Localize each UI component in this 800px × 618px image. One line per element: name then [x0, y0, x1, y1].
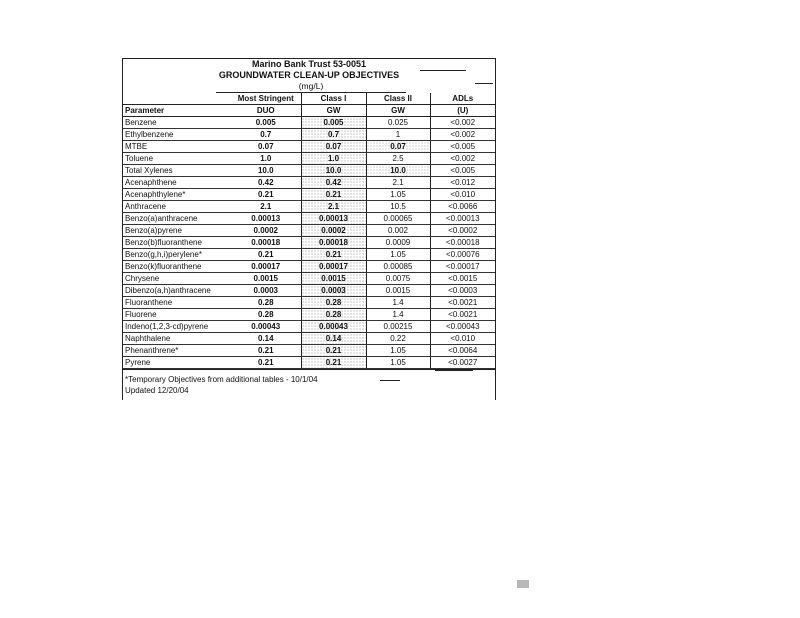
- table-row: [123, 297, 495, 309]
- column-header-gw1-top: Class I: [301, 93, 366, 105]
- objectives-table: [123, 93, 495, 369]
- table-row: [123, 189, 495, 201]
- adl-cell: <0.012: [430, 177, 495, 189]
- parameter-cell: Indeno(1,2,3-cd)pyrene: [123, 321, 231, 333]
- parameter-cell: Benzo(b)fluoranthene: [123, 237, 231, 249]
- class1-gw-cell: 1.0: [301, 153, 366, 165]
- class2-gw-cell: 0.00085: [366, 261, 430, 273]
- table-row: [123, 201, 495, 213]
- class1-gw-cell: 0.21: [301, 189, 366, 201]
- class2-gw-cell: 0.00215: [366, 321, 430, 333]
- duo-cell: 0.00017: [231, 261, 301, 273]
- class1-gw-cell: 0.00013: [301, 213, 366, 225]
- adl-cell: <0.010: [430, 189, 495, 201]
- column-header-gw2: GW: [366, 105, 430, 117]
- parameter-cell: Total Xylenes: [123, 165, 231, 177]
- class2-gw-cell: 0.00065: [366, 213, 430, 225]
- parameter-cell: Anthracene: [123, 201, 231, 213]
- class2-gw-cell: 0.22: [366, 333, 430, 345]
- scan-line: [380, 380, 400, 381]
- column-header-adl-top: ADLs: [430, 93, 495, 105]
- duo-cell: 0.14: [231, 333, 301, 345]
- class1-gw-cell: 0.7: [301, 129, 366, 141]
- class2-gw-cell: 0.002: [366, 225, 430, 237]
- class1-gw-cell: 0.0015: [301, 273, 366, 285]
- class2-gw-cell: 2.1: [366, 177, 430, 189]
- class2-gw-cell: 1.4: [366, 297, 430, 309]
- table-row: [123, 225, 495, 237]
- duo-cell: 0.0003: [231, 285, 301, 297]
- class1-gw-cell: 0.00017: [301, 261, 366, 273]
- class1-gw-cell: 0.28: [301, 309, 366, 321]
- column-header-duo-top: Most Stringent: [231, 93, 301, 105]
- duo-cell: 0.21: [231, 357, 301, 369]
- table-body: [123, 117, 495, 369]
- parameter-cell: Benzo(k)fluoranthene: [123, 261, 231, 273]
- table-row: [123, 153, 495, 165]
- class1-gw-cell: 0.07: [301, 141, 366, 153]
- groundwater-objectives-sheet: [122, 58, 496, 400]
- class1-gw-cell: 0.00043: [301, 321, 366, 333]
- adl-cell: <0.00017: [430, 261, 495, 273]
- scan-line: [475, 83, 493, 84]
- column-header-gw1: GW: [301, 105, 366, 117]
- adl-cell: <0.0066: [430, 201, 495, 213]
- duo-cell: 0.0002: [231, 225, 301, 237]
- class1-gw-cell: 10.0: [301, 165, 366, 177]
- parameter-cell: Fluoranthene: [123, 297, 231, 309]
- duo-cell: 0.21: [231, 345, 301, 357]
- adl-cell: <0.00013: [430, 213, 495, 225]
- class1-gw-cell: 2.1: [301, 201, 366, 213]
- table-row: [123, 165, 495, 177]
- parameter-cell: Pyrene: [123, 357, 231, 369]
- parameter-cell: Fluorene: [123, 309, 231, 321]
- class2-gw-cell: 1.05: [366, 189, 430, 201]
- column-header-gw2-top: Class II: [366, 93, 430, 105]
- class2-gw-cell: 1.05: [366, 345, 430, 357]
- class1-gw-cell: 0.28: [301, 297, 366, 309]
- footer: [123, 369, 495, 400]
- adl-cell: <0.0002: [430, 225, 495, 237]
- parameter-cell: Naphthalene: [123, 333, 231, 345]
- adl-cell: <0.0064: [430, 345, 495, 357]
- column-header-parameter: Parameter: [123, 105, 231, 117]
- adl-cell: <0.002: [430, 117, 495, 129]
- class2-gw-cell: 2.5: [366, 153, 430, 165]
- table-row: [123, 129, 495, 141]
- parameter-cell: Benzo(a)pyrene: [123, 225, 231, 237]
- duo-cell: 0.07: [231, 141, 301, 153]
- adl-cell: <0.0027: [430, 357, 495, 369]
- column-header-duo: DUO: [231, 105, 301, 117]
- class1-gw-cell: 0.14: [301, 333, 366, 345]
- table-row: [123, 321, 495, 333]
- class2-gw-cell: 0.0075: [366, 273, 430, 285]
- class2-gw-cell: 1.4: [366, 309, 430, 321]
- duo-cell: 0.21: [231, 249, 301, 261]
- adl-cell: <0.005: [430, 165, 495, 177]
- duo-cell: 0.0015: [231, 273, 301, 285]
- table-row: [123, 345, 495, 357]
- class2-gw-cell: 1: [366, 129, 430, 141]
- class1-gw-cell: 0.0002: [301, 225, 366, 237]
- column-header-blank: [123, 93, 231, 105]
- duo-cell: 0.00013: [231, 213, 301, 225]
- adl-cell: <0.00076: [430, 249, 495, 261]
- duo-cell: 0.00018: [231, 237, 301, 249]
- document-title: Marino Bank Trust 53-0051: [251, 59, 367, 69]
- scan-smudge: [517, 580, 529, 588]
- parameter-cell: Phenanthrene*: [123, 345, 231, 357]
- class2-gw-cell: 1.05: [366, 357, 430, 369]
- class1-gw-cell: 0.005: [301, 117, 366, 129]
- adl-cell: <0.0015: [430, 273, 495, 285]
- table-row: [123, 309, 495, 321]
- parameter-cell: Acenaphthylene*: [123, 189, 231, 201]
- duo-cell: 0.005: [231, 117, 301, 129]
- adl-cell: <0.005: [430, 141, 495, 153]
- scan-line: [435, 370, 473, 371]
- class2-gw-cell: 0.0009: [366, 237, 430, 249]
- duo-cell: 1.0: [231, 153, 301, 165]
- duo-cell: 0.21: [231, 189, 301, 201]
- adl-cell: <0.0003: [430, 285, 495, 297]
- duo-cell: 10.0: [231, 165, 301, 177]
- class2-gw-cell: 10.0: [366, 165, 430, 177]
- table-row: [123, 261, 495, 273]
- adl-cell: <0.00018: [430, 237, 495, 249]
- scan-line: [420, 70, 466, 71]
- class1-gw-cell: 0.21: [301, 345, 366, 357]
- duo-cell: 2.1: [231, 201, 301, 213]
- parameter-cell: Chrysene: [123, 273, 231, 285]
- adl-cell: <0.002: [430, 129, 495, 141]
- class2-gw-cell: 0.025: [366, 117, 430, 129]
- duo-cell: 0.28: [231, 297, 301, 309]
- class1-gw-cell: 0.21: [301, 249, 366, 261]
- footnote: *Temporary Objectives from additional tables - 10/1/04: [125, 375, 318, 384]
- table-row: [123, 117, 495, 129]
- class2-gw-cell: 10.5: [366, 201, 430, 213]
- table-row: [123, 213, 495, 225]
- adl-cell: <0.002: [430, 153, 495, 165]
- parameter-cell: Toluene: [123, 153, 231, 165]
- column-header-adl: (U): [430, 105, 495, 117]
- parameter-cell: MTBE: [123, 141, 231, 153]
- adl-cell: <0.0021: [430, 297, 495, 309]
- table-row: [123, 333, 495, 345]
- table-row: [123, 285, 495, 297]
- adl-cell: <0.0021: [430, 309, 495, 321]
- class2-gw-cell: 0.0015: [366, 285, 430, 297]
- class2-gw-cell: 1.05: [366, 249, 430, 261]
- class1-gw-cell: 0.42: [301, 177, 366, 189]
- parameter-cell: Acenaphthene: [123, 177, 231, 189]
- duo-cell: 0.00043: [231, 321, 301, 333]
- table-row: [123, 237, 495, 249]
- table-row: [123, 273, 495, 285]
- adl-cell: <0.00043: [430, 321, 495, 333]
- duo-cell: 0.7: [231, 129, 301, 141]
- units-label: (mg/L): [216, 81, 406, 93]
- parameter-cell: Ethylbenzene: [123, 129, 231, 141]
- document-subtitle: GROUNDWATER CLEAN-UP OBJECTIVES: [218, 70, 400, 80]
- table-row: [123, 177, 495, 189]
- duo-cell: 0.28: [231, 309, 301, 321]
- updated-date: Updated 12/20/04: [125, 386, 189, 395]
- table-row: [123, 357, 495, 369]
- duo-cell: 0.42: [231, 177, 301, 189]
- class1-gw-cell: 0.0003: [301, 285, 366, 297]
- parameter-cell: Dibenzo(a,h)anthracene: [123, 285, 231, 297]
- class1-gw-cell: 0.21: [301, 357, 366, 369]
- table-row: [123, 249, 495, 261]
- class2-gw-cell: 0.07: [366, 141, 430, 153]
- parameter-cell: Benzene: [123, 117, 231, 129]
- adl-cell: <0.010: [430, 333, 495, 345]
- parameter-cell: Benzo(g,h,i)perylene*: [123, 249, 231, 261]
- parameter-cell: Benzo(a)anthracene: [123, 213, 231, 225]
- class1-gw-cell: 0.00018: [301, 237, 366, 249]
- table-row: [123, 141, 495, 153]
